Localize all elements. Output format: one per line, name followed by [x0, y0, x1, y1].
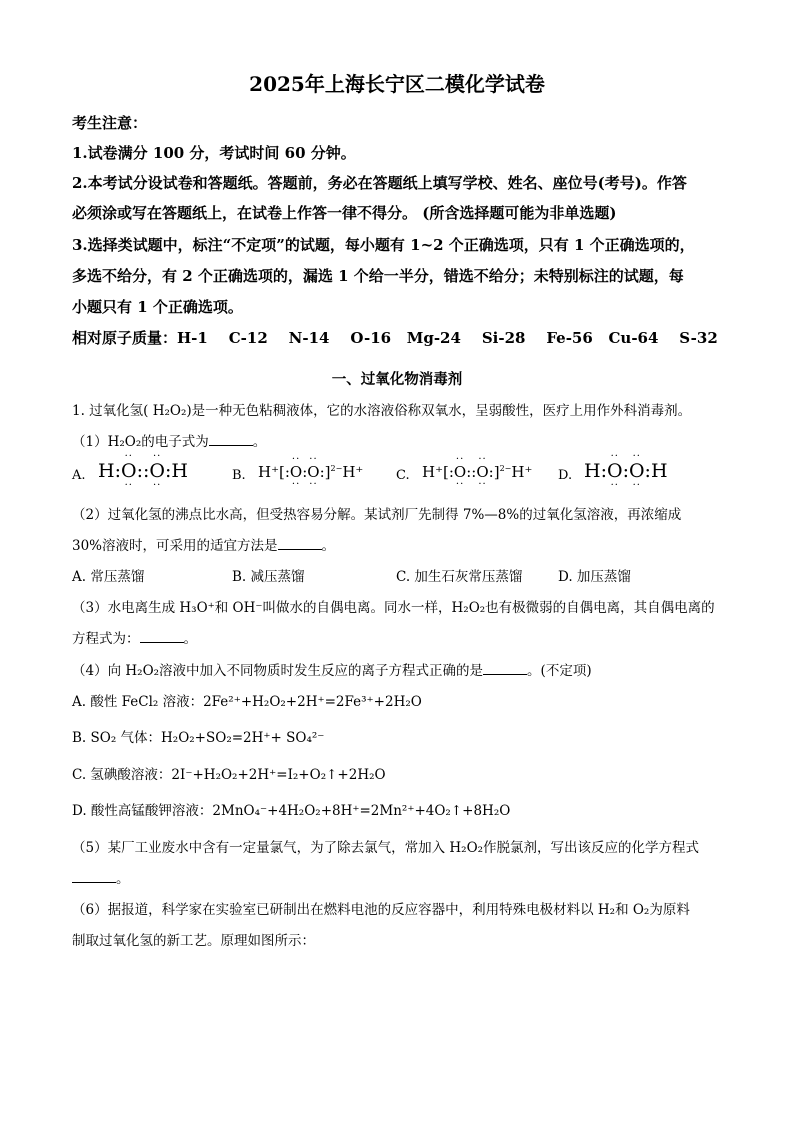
q1-intro: 1. 过氧化氢( H₂O₂)是一种无色粘稠液体，它的水溶液俗称双氧水，呈弱酸性，医疗上用作外科消毒剂。: [72, 403, 692, 419]
q1-part1: [72, 430, 266, 450]
answer-blank: [209, 435, 253, 446]
notice-line-6: 小题只有 1 个正确选项。: [72, 298, 243, 316]
option-b: B. 减压蒸馏: [232, 569, 305, 585]
answer-blank: [72, 872, 116, 883]
notice-line-5: 多选不给分，有 2 个正确选项的，漏选 1 个给一半分，错选不给分；未特别标注的试题，每: [72, 267, 684, 285]
q1-part4-option-a: A. 酸性 FeCl₂ 溶液：2Fe²⁺+H₂O₂+2H⁺=2Fe³⁺+2H₂O: [72, 694, 422, 710]
q1-part5-line2: 。: [72, 867, 130, 887]
notice-line-1: 1.试卷满分 100 分，考试时间 60 分钟。: [72, 144, 356, 162]
notice-line-2: 2.本考试分设试卷和答题纸。答题前，务必在答题纸上填写学校、姓名、座位号(考号)。作答: [72, 174, 687, 192]
option-a: A. 常压蒸馏: [72, 569, 145, 585]
section-heading: 一、过氧化物消毒剂: [331, 371, 463, 388]
oxygen-atom: ·· O ··: [606, 451, 623, 491]
q1-part6-line1: （6）据报道，科学家在实验室已研制出在燃料电池的反应容器中，利用特殊电极材料以 H₂和 O₂为原料: [72, 902, 690, 918]
q1-part2-line1: （2）过氧化氢的沸点比水高，但受热容易分解。某试剂厂先制得 7%—8%的过氧化氢溶液，再浓缩成: [72, 507, 682, 523]
notice-header: 考生注意：: [72, 114, 148, 132]
option-a-structure: H: ·· O ·· :: ·· O ·· :H: [98, 451, 188, 491]
page-title: 2025年上海长宁区二模化学试卷: [249, 72, 545, 96]
option-c-structure: H⁺[: ·· O ·· :: ·· O ·· :]$^{2-}$H⁺: [422, 454, 533, 490]
option-b-structure: H⁺[: ·· O ·· : ·· O ·· :]$^{2-}$H⁺: [258, 454, 364, 490]
option-d: D. 加压蒸馏: [558, 569, 631, 585]
q1-part6-line2: 制取过氧化氢的新工艺。原理如图所示：: [72, 933, 315, 949]
option-b-label: B.: [232, 468, 246, 483]
q1-part2-line2: 30%溶液时，可采用的适宜方法是 。: [72, 538, 336, 554]
q1-part5-line1: （5）某厂工业废水中含有一定量氯气，为了除去氯气，常加入 H₂O₂作脱氯剂，写出该反应的化学方程式: [72, 840, 700, 856]
q1-part4-option-d: D. 酸性高锰酸钾溶液：2MnO₄⁻+4H₂O₂+8H⁺=2Mn²⁺+4O₂↑+8H₂O: [72, 803, 511, 819]
atomic-masses: 相对原子质量：H-1 C-12 N-14 O-16 Mg-24 Si-28 Fe-56 Cu-64 S-32: [72, 329, 718, 347]
oxygen-atom: ·· O ··: [453, 454, 467, 490]
oxygen-atom: ·· O ··: [476, 454, 489, 490]
oxygen-atom: ·· O ··: [289, 454, 303, 490]
oxygen-atom: ·· O ··: [307, 454, 320, 490]
answer-blank: [483, 664, 527, 675]
q1-part1-end: 。: [252, 434, 267, 450]
option-c: C. 加生石灰常压蒸馏: [396, 569, 523, 585]
answer-blank: [278, 539, 322, 550]
q1-part3-line1: （3）水电离生成 H₃O⁺和 OH⁻叫做水的自偶电离。同水一样，H₂O₂也有极微弱的自偶电离，其自偶电离的: [72, 600, 715, 616]
q1-part4-option-b: B. SO₂ 气体：H₂O₂+SO₂=2H⁺+ SO₄²⁻: [72, 730, 325, 746]
notice-line-3: 必须涂或写在答题纸上，在试卷上作答一律不得分。 (所含选择题可能为非单选题): [72, 204, 617, 222]
oxygen-atom: ·· O ··: [628, 451, 645, 491]
oxygen-atom: ·· O ··: [120, 451, 137, 491]
option-c-label: C.: [396, 468, 410, 483]
answer-blank: [140, 632, 184, 643]
option-d-label: D.: [558, 468, 573, 483]
oxygen-atom: ·· O ··: [149, 451, 165, 491]
notice-line-4: 3.选择类试题中，标注“不定项”的试题，每小题有 1~2 个正确选项，只有 1 个正确选项的，: [72, 236, 695, 254]
q1-part1-text: （1）H₂O₂的电子式为: [72, 434, 209, 450]
q1-part4: （4）向 H₂O₂溶液中加入不同物质时发生反应的离子方程式正确的是 。(不定项): [72, 663, 592, 679]
q1-part4-option-c: C. 氢碘酸溶液：2I⁻+H₂O₂+2H⁺=I₂+O₂↑+2H₂O: [72, 767, 386, 783]
q1-part3-line2: 方程式为： 。: [72, 631, 197, 647]
option-d-structure: H: ·· O ·· : ·· O ·· :H: [584, 451, 668, 491]
option-a-label: A.: [72, 468, 86, 483]
